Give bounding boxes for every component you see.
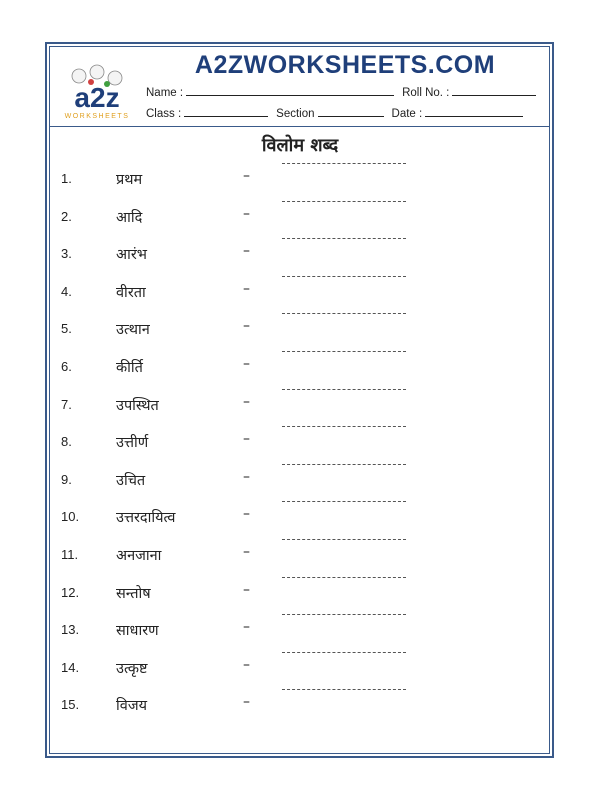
question-number: 11.	[61, 547, 79, 562]
question-number: 13.	[61, 622, 80, 638]
question-number: 3.	[61, 246, 72, 262]
answer-blank[interactable]	[282, 689, 406, 690]
answer-blank[interactable]	[282, 389, 406, 390]
a2z-logo	[57, 62, 137, 122]
dash: –	[243, 243, 250, 260]
name-label: Name :	[146, 87, 184, 99]
answer-blank[interactable]	[282, 238, 406, 239]
header-divider	[49, 126, 550, 127]
answer-blank[interactable]	[282, 426, 406, 427]
question-number: 4.	[61, 283, 72, 299]
answer-blank[interactable]	[282, 201, 406, 202]
roll-field[interactable]	[452, 85, 536, 96]
answer-blank[interactable]	[282, 539, 406, 540]
question-row	[0, 656, 600, 690]
logo-text: a2z	[74, 82, 120, 113]
answer-blank[interactable]	[282, 614, 406, 615]
class-section-date-row	[146, 106, 531, 120]
dash: –	[243, 356, 250, 372]
question-word: उचित	[116, 472, 146, 489]
dash: –	[243, 318, 250, 335]
question-word: वीरता	[116, 284, 146, 301]
question-word: अनजाना	[116, 548, 162, 564]
question-word: उत्तरदायित्व	[116, 510, 176, 527]
question-row	[0, 243, 600, 276]
dash: –	[243, 694, 250, 711]
dash: –	[243, 393, 250, 410]
site-title: A2ZWORKSHEETS.COM	[194, 51, 496, 79]
answer-blank[interactable]	[282, 577, 406, 578]
roll-label: Roll No. :	[402, 87, 450, 99]
question-number: 5.	[61, 321, 72, 337]
question-number: 9.	[61, 471, 72, 487]
class-label: Class :	[146, 108, 182, 120]
dash: –	[243, 544, 250, 560]
dash: –	[243, 431, 250, 448]
question-row	[0, 694, 600, 727]
question-word: प्रथम	[116, 172, 143, 188]
question-word: साधारण	[116, 623, 159, 640]
question-row	[0, 393, 600, 427]
question-number: 1.	[61, 171, 72, 186]
question-row	[0, 506, 600, 539]
dash: –	[243, 468, 250, 485]
answer-blank[interactable]	[282, 351, 406, 352]
answer-blank[interactable]	[282, 163, 406, 164]
section-field[interactable]	[318, 106, 384, 117]
question-word: उत्तीर्ण	[116, 435, 149, 452]
question-row	[0, 544, 600, 577]
question-word: कीर्ति	[116, 360, 143, 376]
question-row	[0, 431, 600, 464]
name-field[interactable]	[186, 85, 394, 96]
question-word: आरंभ	[116, 247, 147, 264]
logo-subtext: WORKSHEETS	[64, 113, 130, 120]
class-field[interactable]	[184, 106, 268, 117]
question-word: आदि	[116, 209, 143, 226]
question-row	[0, 619, 600, 652]
answer-blank[interactable]	[282, 652, 406, 653]
answer-blank[interactable]	[282, 313, 406, 314]
question-row	[0, 168, 600, 201]
question-row	[0, 356, 600, 389]
date-label: Date :	[391, 108, 423, 120]
question-number: 6.	[61, 359, 72, 374]
question-number: 7.	[61, 396, 72, 412]
dash: –	[243, 581, 250, 598]
dash: –	[243, 168, 250, 184]
question-number: 14.	[61, 659, 80, 675]
question-number: 12.	[61, 584, 80, 600]
question-number: 8.	[61, 434, 72, 450]
question-row	[0, 318, 600, 351]
answer-blank[interactable]	[282, 501, 406, 502]
question-number: 10.	[61, 509, 80, 525]
worksheet-title: विलोम शब्द	[261, 135, 339, 156]
question-row	[0, 280, 600, 314]
question-word: उत्थान	[116, 322, 150, 339]
question-number: 15.	[61, 697, 80, 713]
dash: –	[243, 619, 250, 636]
date-field[interactable]	[425, 106, 523, 117]
dash: –	[243, 656, 250, 673]
answer-blank[interactable]	[282, 276, 406, 277]
name-roll-row	[146, 85, 544, 99]
question-row	[0, 468, 600, 502]
question-word: विजय	[116, 698, 147, 715]
question-word: उत्कृष्ट	[116, 660, 148, 677]
section-label: Section	[276, 108, 315, 120]
dash: –	[243, 280, 250, 297]
dash: –	[243, 506, 250, 523]
question-row	[0, 205, 600, 239]
question-word: उपस्थित	[116, 397, 159, 414]
dash: –	[243, 205, 250, 222]
question-word: सन्तोष	[116, 585, 151, 602]
answer-blank[interactable]	[282, 464, 406, 465]
question-number: 2.	[61, 208, 72, 224]
question-row	[0, 581, 600, 615]
